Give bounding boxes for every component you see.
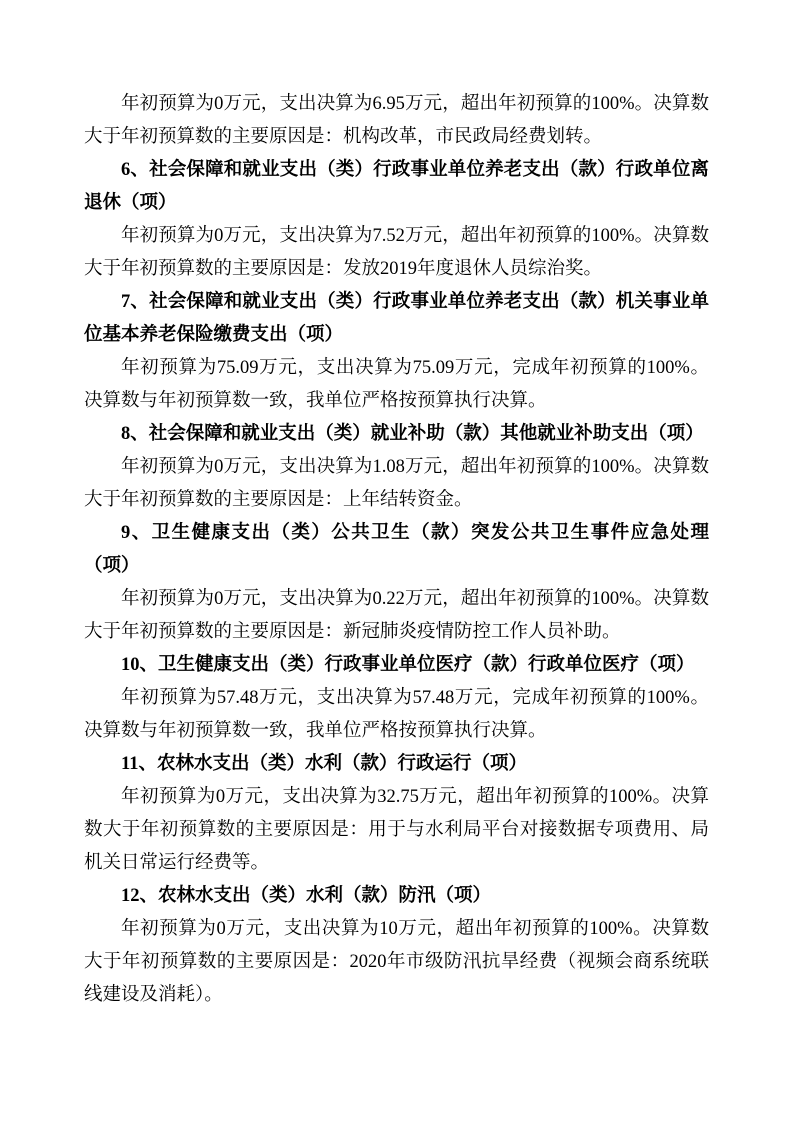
- section-heading: 8、社会保障和就业支出（类）就业补助（款）其他就业补助支出（项）: [121, 424, 704, 444]
- body-paragraph: 年初预算为0万元，支出决算为1.08万元，超出年初预算的100%。决算数大于年初预算数的主要原因是：上年结转资金。: [84, 457, 709, 510]
- section-heading: 9、卫生健康支出（类）公共卫生（款）突发公共卫生事件应急处理（项）: [84, 523, 709, 576]
- section-heading: 10、卫生健康支出（类）行政事业单位医疗（款）行政单位医疗（项）: [121, 655, 695, 675]
- body-paragraph: 年初预算为57.48万元，支出决算为57.48万元，完成年初预算的100%。决算数与年初预算数一致，我单位严格按预算执行决算。: [84, 688, 709, 741]
- document-body: [84, 88, 709, 1012]
- body-paragraph: 年初预算为0万元，支出决算为0.22万元，超出年初预算的100%。决算数大于年初预算数的主要原因是：新冠肺炎疫情防控工作人员补助。: [84, 589, 709, 642]
- body-paragraph: 年初预算为0万元，支出决算为10万元，超出年初预算的100%。决算数大于年初预算数的主要原因是：2020年市级防汛抗旱经费（视频会商系统联线建设及消耗）。: [84, 919, 709, 1005]
- body-paragraph: 年初预算为0万元，支出决算为32.75万元，超出年初预算的100%。决算数大于年初预算数的主要原因是：用于与水利局平台对接数据专项费用、局机关日常运行经费等。: [84, 787, 709, 873]
- body-paragraph: 年初预算为0万元，支出决算为6.95万元，超出年初预算的100%。决算数大于年初预算数的主要原因是：机构改革，市民政局经费划转。: [84, 94, 709, 147]
- section-heading: 11、农林水支出（类）水利（款）行政运行（项）: [121, 754, 527, 774]
- section-heading: 12、农林水支出（类）水利（款）防汛（项）: [121, 886, 492, 906]
- section-heading: 6、社会保障和就业支出（类）行政事业单位养老支出（款）行政单位离退休（项）: [84, 160, 709, 213]
- body-paragraph: 年初预算为0万元，支出决算为7.52万元，超出年初预算的100%。决算数大于年初预算数的主要原因是：发放2019年度退休人员综治奖。: [84, 226, 709, 279]
- body-paragraph: 年初预算为75.09万元，支出决算为75.09万元，完成年初预算的100%。决算数与年初预算数一致，我单位严格按预算执行决算。: [84, 358, 709, 411]
- section-heading: 7、社会保障和就业支出（类）行政事业单位养老支出（款）机关事业单位基本养老保险缴费支出（项）: [84, 292, 709, 345]
